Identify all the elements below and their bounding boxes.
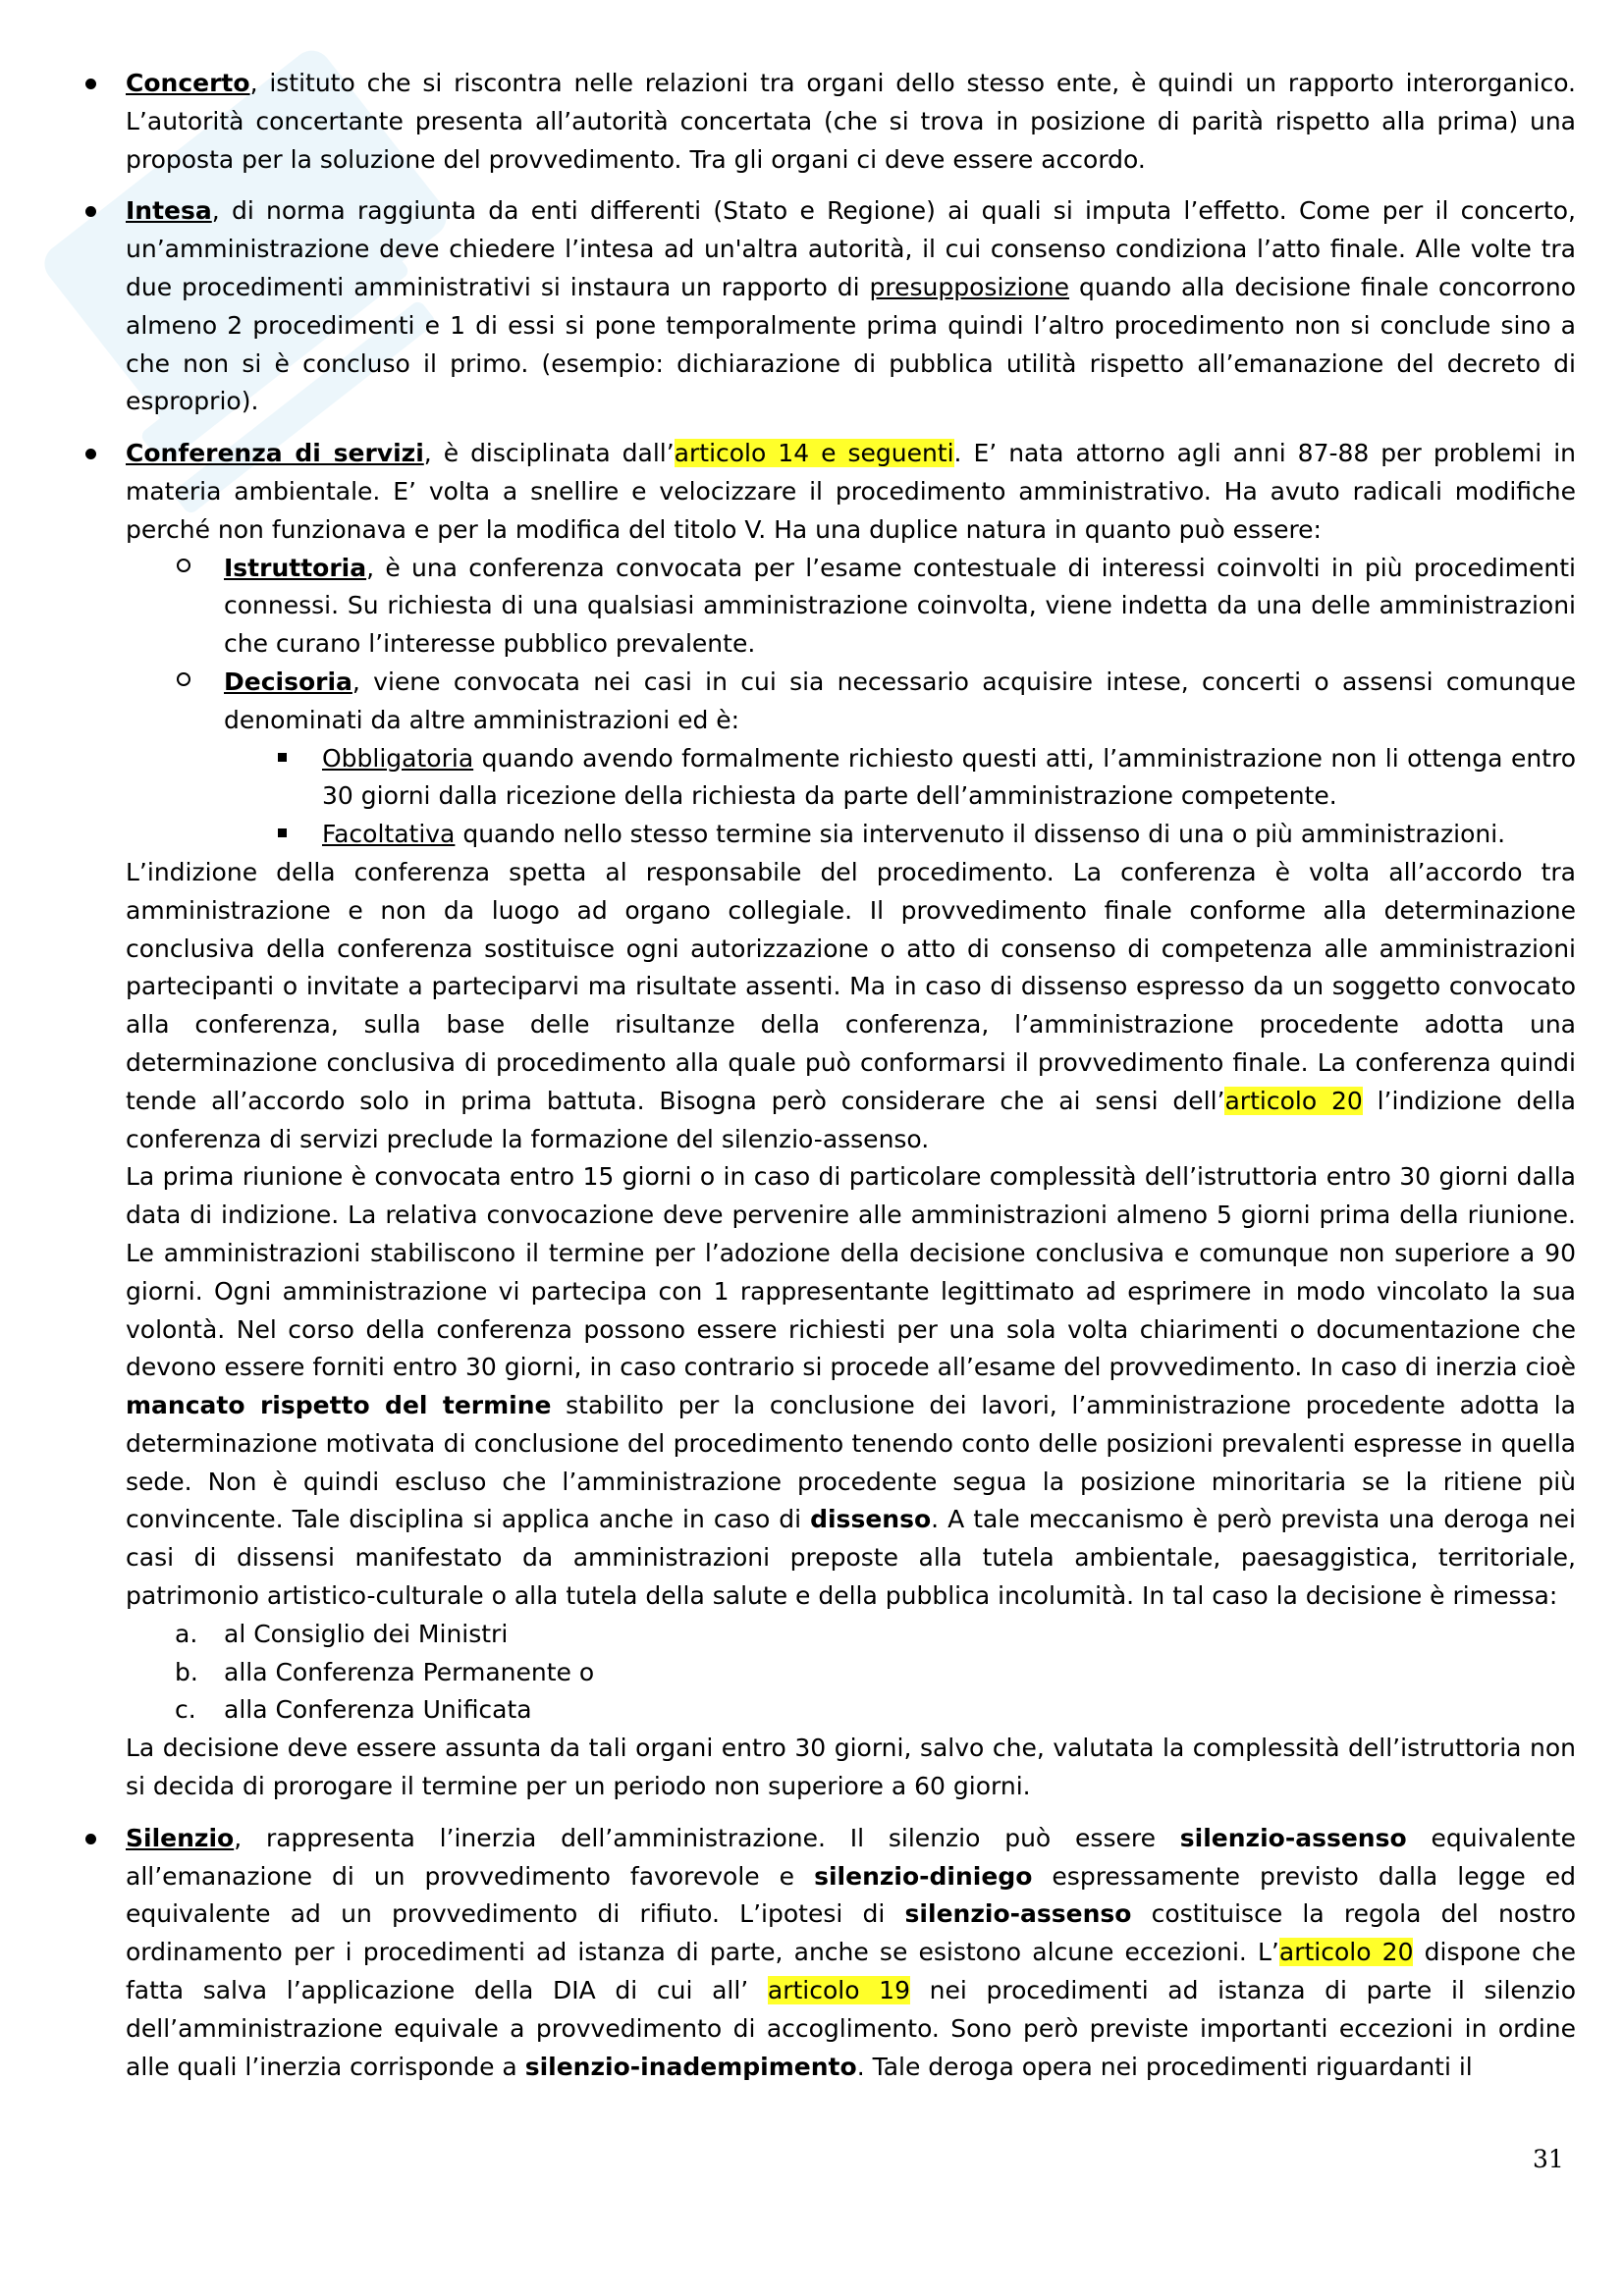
obbligatoria-text: quando avendo formalmente richiesto questi atti, l’amministrazione non li ottenga entro 30 giorni dalla ricezione della richiesta da parte dell’amministrazione competente. (322, 743, 1576, 811)
list-item (126, 1616, 1576, 1654)
bold-silenzio-assenso: silenzio-assenso (1179, 1823, 1407, 1852)
silenzio-text-3: espressamente previsto dalla legge ed equivalente ad un provvedimento di rifiuto. L’ipotesi di (126, 1861, 1576, 1929)
silenzio-text-7: . Tale deroga opera nei procedimenti riguardanti il (856, 2052, 1473, 2081)
para1-text-a: L’indizione della conferenza spetta al responsabile del procedimento. La conferenza è volta all’accordo tra amministrazione e non da luogo ad organo collegiale. Il provvedimento finale conforme alla determinazione conclusiva della conferenza sostituisce ogni autorizzazione o atto di consenso di competenza alle amministrazioni partecipanti o invitate a parteciparvi ma risultate assenti. Ma in caso di dissenso espresso da un soggetto convocato alla conferenza, sulla base delle risultanze della conferenza, l’amministrazione procedente adotta una determinazione conclusiva di procedimento alla quale può conformarsi il provvedimento finale. La conferenza quindi tende all’accordo solo in prima battuta. Bisogna però considerare che ai sensi dell’ (126, 857, 1576, 1115)
bullet-conferenza (126, 435, 1576, 549)
bold-silenzio-inadempimento: silenzio-inadempimento (524, 2052, 857, 2081)
list-letter: a. (175, 1619, 198, 1648)
conferenza-paragraph-2 (126, 1158, 1576, 1616)
list-letter: c. (175, 1695, 196, 1725)
document-page (126, 65, 1576, 2086)
bold-dissenso: dissenso (810, 1505, 932, 1534)
term-istruttoria: Istruttoria (224, 553, 367, 582)
list-text: alla Conferenza Unificata (224, 1695, 532, 1725)
term-concerto: Concerto (126, 69, 250, 97)
silenzio-text-6: nei procedimenti ad istanza di parte il silenzio dell’amministrazione equivale a provvedimento di accoglimento. Sono però previste importanti eccezioni in ordine alle quali l’inerzia corrisponde a (126, 1976, 1577, 2081)
silenzio-text-4: costituisce la regola del nostro ordinamento per i procedimenti ad istanza di parte, anche se esistono alcune eccezioni. L’ (126, 1899, 1576, 1967)
bold-silenzio-assenso-2: silenzio-assenso (904, 1899, 1132, 1929)
conferenza-paragraph-3: La decisione deve essere assunta da tali organi entro 30 giorni, salvo che, valutata la complessità dell’istruttoria non si decida di prorogare il termine per un periodo non superiore a 60 giorni. (126, 1734, 1576, 1801)
circle-bullet-icon (177, 559, 190, 572)
bullet-intesa (126, 192, 1576, 421)
silenzio-text-1: , rappresenta l’inerzia dell’amministrazione. Il silenzio può essere (234, 1823, 1180, 1852)
conferenza-text-1: , è disciplinata dall’ (423, 439, 675, 468)
sub-obbligatoria (126, 740, 1576, 817)
term-decisoria: Decisoria (224, 667, 352, 696)
facoltativa-text: quando nello stesso termine sia intervenuto il dissenso di una o più amministrazioni. (455, 820, 1506, 849)
conferenza-paragraph-1 (126, 854, 1576, 1158)
term-conferenza: Conferenza di servizi (126, 439, 424, 468)
bullet-concerto (126, 65, 1576, 179)
istruttoria-text: , è una conferenza convocata per l’esame contestuale di interessi coinvolti in più procedimenti connessi. Su richiesta di una qualsiasi amministrazione coinvolta, viene indetta da una delle amministrazioni che curano l’interesse pubblico prevalente. (224, 553, 1576, 659)
decisoria-text: , viene convocata nei casi in cui sia necessario acquisire intese, concerti o assensi comunque denominati da altre amministrazioni ed è: (224, 667, 1576, 734)
sub-decisoria (126, 664, 1576, 740)
list-letter: b. (175, 1657, 198, 1686)
bold-silenzio-diniego: silenzio-diniego (814, 1861, 1033, 1891)
list-item (126, 1691, 1576, 1730)
page-number: 31 (1533, 2145, 1564, 2173)
para2-text-a: La prima riunione è convocata entro 15 giorni o in caso di particolare complessità dell’istruttoria entro 30 giorni dalla data di indizione. La relativa convocazione deve pervenire alle amministrazioni almeno 5 giorni prima della riunione. Le amministrazioni stabiliscono il termine per l’adozione della decisione conclusiva e comunque non superiore a 90 giorni. Ogni amministrazione vi partecipa con 1 rappresentante legittimato ad esprimere in modo vincolato la sua volontà. Nel corso della conferenza possono essere richiesti per una sola volta chiarimenti o documentazione che devono essere forniti entro 30 giorni, in caso contrario si procede all’esame del provvedimento. In caso di inerzia cioè (126, 1162, 1576, 1382)
intesa-text-2: quando alla decisione finale concorrono almeno 2 procedimenti e 1 di essi si pone temporalmente prima quindi l’altro procedimento non si conclude sino a che non si è concluso il primo. (esempio: dichiarazione di pubblica utilità rispetto all’emanazione del decreto di esproprio). (126, 272, 1576, 416)
para2-text-b: stabilito per la conclusione dei lavori, l’amministrazione procedente adotta la determinazione motivata di conclusione del procedimento tenendo conto delle posizioni prevalenti espresse in quella sede. Non è quindi escluso che l’amministrazione procedente segua la posizione minoritaria se la ritiene più convincente. Tale disciplina si applica anche in caso di (126, 1391, 1576, 1534)
conferenza-text-2: . E’ nata attorno agli anni 87-88 per problemi in materia ambientale. E’ volta a snellire e velocizzare il procedimento amministrativo. Ha avuto radicali modifiche perché non funzionava e per la modifica del titolo V. Ha una duplice natura in quanto può essere: (126, 439, 1576, 544)
concerto-text: , istituto che si riscontra nelle relazioni tra organi dello stesso ente, è quindi un rapporto interorganico. L’autorità concertante presenta all’autorità concertata (che si trova in posizione di parità rispetto alla prima) una proposta per la soluzione del provvedimento. Tra gli organi ci deve essere accordo. (126, 69, 1576, 174)
square-bullet-icon (278, 828, 287, 837)
square-bullet-icon (278, 753, 287, 762)
bold-mancato-rispetto: mancato rispetto del termine (126, 1391, 552, 1420)
bullet-silenzio (126, 1820, 1576, 2087)
term-facoltativa: Facoltativa (322, 820, 456, 849)
circle-bullet-icon (177, 672, 190, 686)
para2-text-c: . A tale meccanismo è però prevista una deroga nei casi di dissensi manifestato da amministrazioni preposte alla tutela ambientale, paesaggistica, territoriale, patrimonio artistico-culturale o alla tutela della salute e della pubblica incolumità. In tal caso la decisione è rimessa: (126, 1505, 1576, 1611)
term-intesa: Intesa (126, 196, 212, 226)
highlight-articolo-14: articolo 14 e seguenti (674, 439, 954, 468)
highlight-articolo-20: articolo 20 (1224, 1086, 1363, 1115)
term-obbligatoria: Obbligatoria (322, 743, 474, 773)
highlight-articolo-19: articolo 19 (767, 1976, 910, 2005)
sub-istruttoria (126, 550, 1576, 664)
silenzio-text-5: dispone che fatta salva l’applicazione della DIA di cui all’ (126, 1938, 1576, 2005)
para1-text-b: l’indizione della conferenza di servizi preclude la formazione del silenzio-assenso. (126, 1086, 1576, 1153)
term-presupposizione: presupposizione (869, 272, 1069, 301)
sub-facoltativa (126, 816, 1576, 854)
silenzio-text-2: equivalente all’emanazione di un provvedimento favorevole e (126, 1823, 1576, 1891)
list-text: al Consiglio dei Ministri (224, 1619, 509, 1648)
intesa-text-1: , di norma raggiunta da enti differenti (Stato e Regione) ai quali si imputa l’effetto. Come per il concerto, un’amministrazione deve chiedere l’intesa ad un'altra autorità, il cui consenso condiziona l’atto finale. Alle volte tra due procedimenti amministrativi si instaura un rapporto di (126, 196, 1576, 301)
term-silenzio: Silenzio (126, 1823, 235, 1852)
list-item (126, 1654, 1576, 1692)
highlight-articolo-20-b: articolo 20 (1278, 1938, 1414, 1967)
list-text: alla Conferenza Permanente o (224, 1657, 595, 1686)
